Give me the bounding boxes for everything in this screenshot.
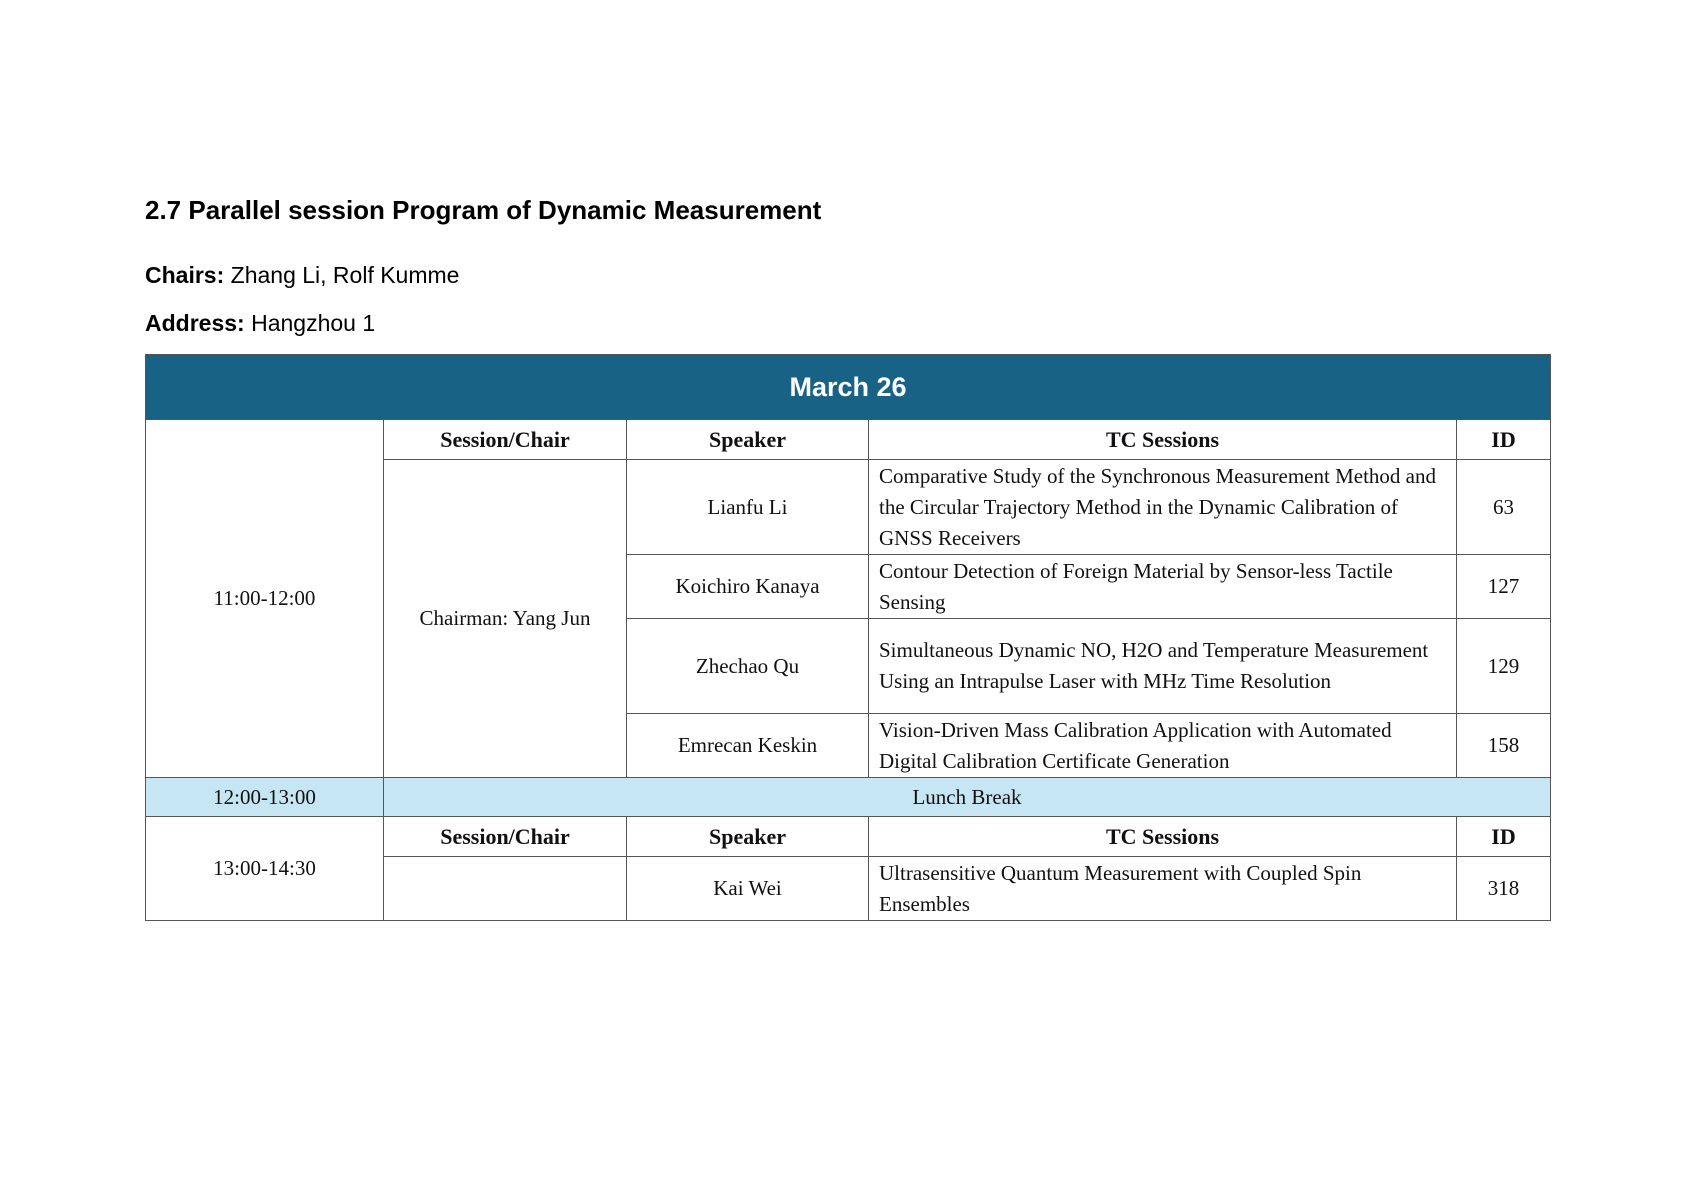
speaker-name: Emrecan Keskin bbox=[627, 714, 869, 778]
speaker-name: Zhechao Qu bbox=[627, 619, 869, 714]
talk-id: 318 bbox=[1457, 857, 1551, 921]
talk-title: Contour Detection of Foreign Material by Sensor-less Tactile Sensing bbox=[869, 555, 1457, 619]
talk-title: Comparative Study of the Synchronous Measurement Method and the Circular Trajectory Method in the Dynamic Calibration of GNSS Receivers bbox=[869, 460, 1457, 555]
column-header-speaker: Speaker bbox=[627, 420, 869, 460]
talk-title: Simultaneous Dynamic NO, H2O and Temperature Measurement Using an Intrapulse Laser with MHz Time Resolution bbox=[869, 619, 1457, 714]
column-header-row bbox=[146, 817, 1551, 857]
column-header-speaker: Speaker bbox=[627, 817, 869, 857]
day-header-row bbox=[146, 355, 1551, 420]
speaker-name: Koichiro Kanaya bbox=[627, 555, 869, 619]
chairs-line bbox=[145, 262, 459, 289]
time-slot-2: 13:00-14:30 bbox=[146, 817, 384, 921]
program-table bbox=[145, 354, 1551, 921]
speaker-name: Kai Wei bbox=[627, 857, 869, 921]
break-row bbox=[146, 778, 1551, 817]
session-chair-2 bbox=[384, 857, 627, 921]
address-line bbox=[145, 310, 375, 337]
page-title: 2.7 Parallel session Program of Dynamic Measurement bbox=[145, 195, 822, 225]
chairs-label: Chairs: bbox=[145, 262, 225, 288]
talk-id: 63 bbox=[1457, 460, 1551, 555]
column-header-id: ID bbox=[1457, 420, 1551, 460]
time-slot-1: 11:00-12:00 bbox=[146, 420, 384, 778]
talk-title: Ultrasensitive Quantum Measurement with Coupled Spin Ensembles bbox=[869, 857, 1457, 921]
talk-id: 129 bbox=[1457, 619, 1551, 714]
day-header: March 26 bbox=[146, 355, 1551, 420]
column-header-session-chair: Session/Chair bbox=[384, 817, 627, 857]
talk-id: 127 bbox=[1457, 555, 1551, 619]
talk-title: Vision-Driven Mass Calibration Application with Automated Digital Calibration Certificate Generation bbox=[869, 714, 1457, 778]
column-header-row bbox=[146, 420, 1551, 460]
chairs-value: Zhang Li, Rolf Kumme bbox=[230, 262, 460, 288]
break-label: Lunch Break bbox=[384, 778, 1551, 817]
address-value: Hangzhou 1 bbox=[251, 310, 376, 336]
session-chair-1: Chairman: Yang Jun bbox=[384, 460, 627, 778]
speaker-name: Lianfu Li bbox=[627, 460, 869, 555]
column-header-tc-sessions: TC Sessions bbox=[869, 817, 1457, 857]
break-time: 12:00-13:00 bbox=[146, 778, 384, 817]
address-label: Address: bbox=[145, 310, 245, 336]
talk-id: 158 bbox=[1457, 714, 1551, 778]
column-header-tc-sessions: TC Sessions bbox=[869, 420, 1457, 460]
column-header-id: ID bbox=[1457, 817, 1551, 857]
column-header-session-chair: Session/Chair bbox=[384, 420, 627, 460]
